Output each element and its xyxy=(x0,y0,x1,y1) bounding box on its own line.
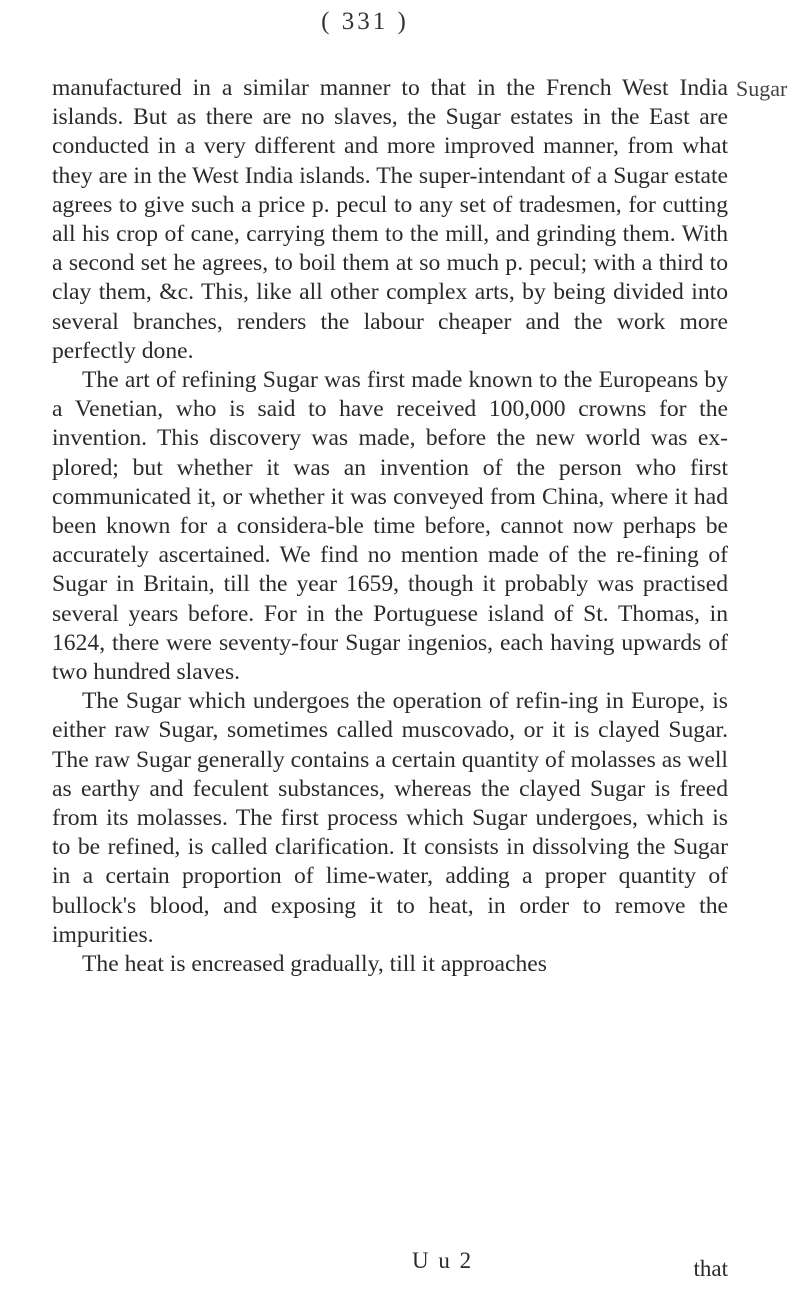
page-number: ( 331 ) xyxy=(321,8,409,35)
signature-mark: U u 2 xyxy=(412,1248,474,1273)
paragraph-2: The art of refining Sugar was first made known to the Europeans by a Venetian, who is said to have received 100,000 crowns for the invention. This discovery was made, before the new world was ex-plored; but whether it was an invention of the person who first communicated it, or whether it was conveyed from China, where it had been known for a considera-ble time before, cannot now perhaps be accurately ascertained. We find no mention made of the re-fining of Sugar in Britain, till the year 1659, though it probably was practised several years before. For in the Portuguese island of St. Thomas, in 1624, there were seventy-four Sugar ingenios, each having upwards of two hundred slaves. xyxy=(52,367,728,686)
paragraph-1: manufactured in a similar manner to that in the French West India islands. But as there are no slaves, the Sugar estates in the East are conducted in a very different and more improved manner, from what they are in the West India islands. The super-intendant of a Sugar estate agrees to give such a price p. pecul to any set of tradesmen, for cutting all his crop of cane, carrying them to the mill, and grinding them. With a second set he agrees, to boil them at so much p. pecul; with a third to clay them, &c. This, like all other complex arts, by being divided into several branches, renders the labour cheaper and the work more perfectly done. xyxy=(52,75,728,364)
page-footer xyxy=(52,1248,728,1286)
paragraph-3: The Sugar which undergoes the operation of refin-ing in Europe, is either raw Sugar, sometimes called muscovado, or it is clayed Sugar. The raw Sugar generally contains a certain quantity of molasses as well as earthy and feculent substances, whereas the clayed Sugar is freed from its molasses. The first process which Sugar undergoes, which is to be refined, is called clarification. It consists in dissolving the Sugar in a certain proportion of lime-water, adding a proper quantity of bullock's blood, and exposing it to heat, in order to remove the impurities. xyxy=(52,688,728,948)
body-text xyxy=(52,74,728,979)
margin-note: Sugar xyxy=(736,76,788,101)
paragraph-4: The heat is encreased gradually, till it approaches xyxy=(82,951,547,978)
catchword: that xyxy=(693,1256,728,1281)
